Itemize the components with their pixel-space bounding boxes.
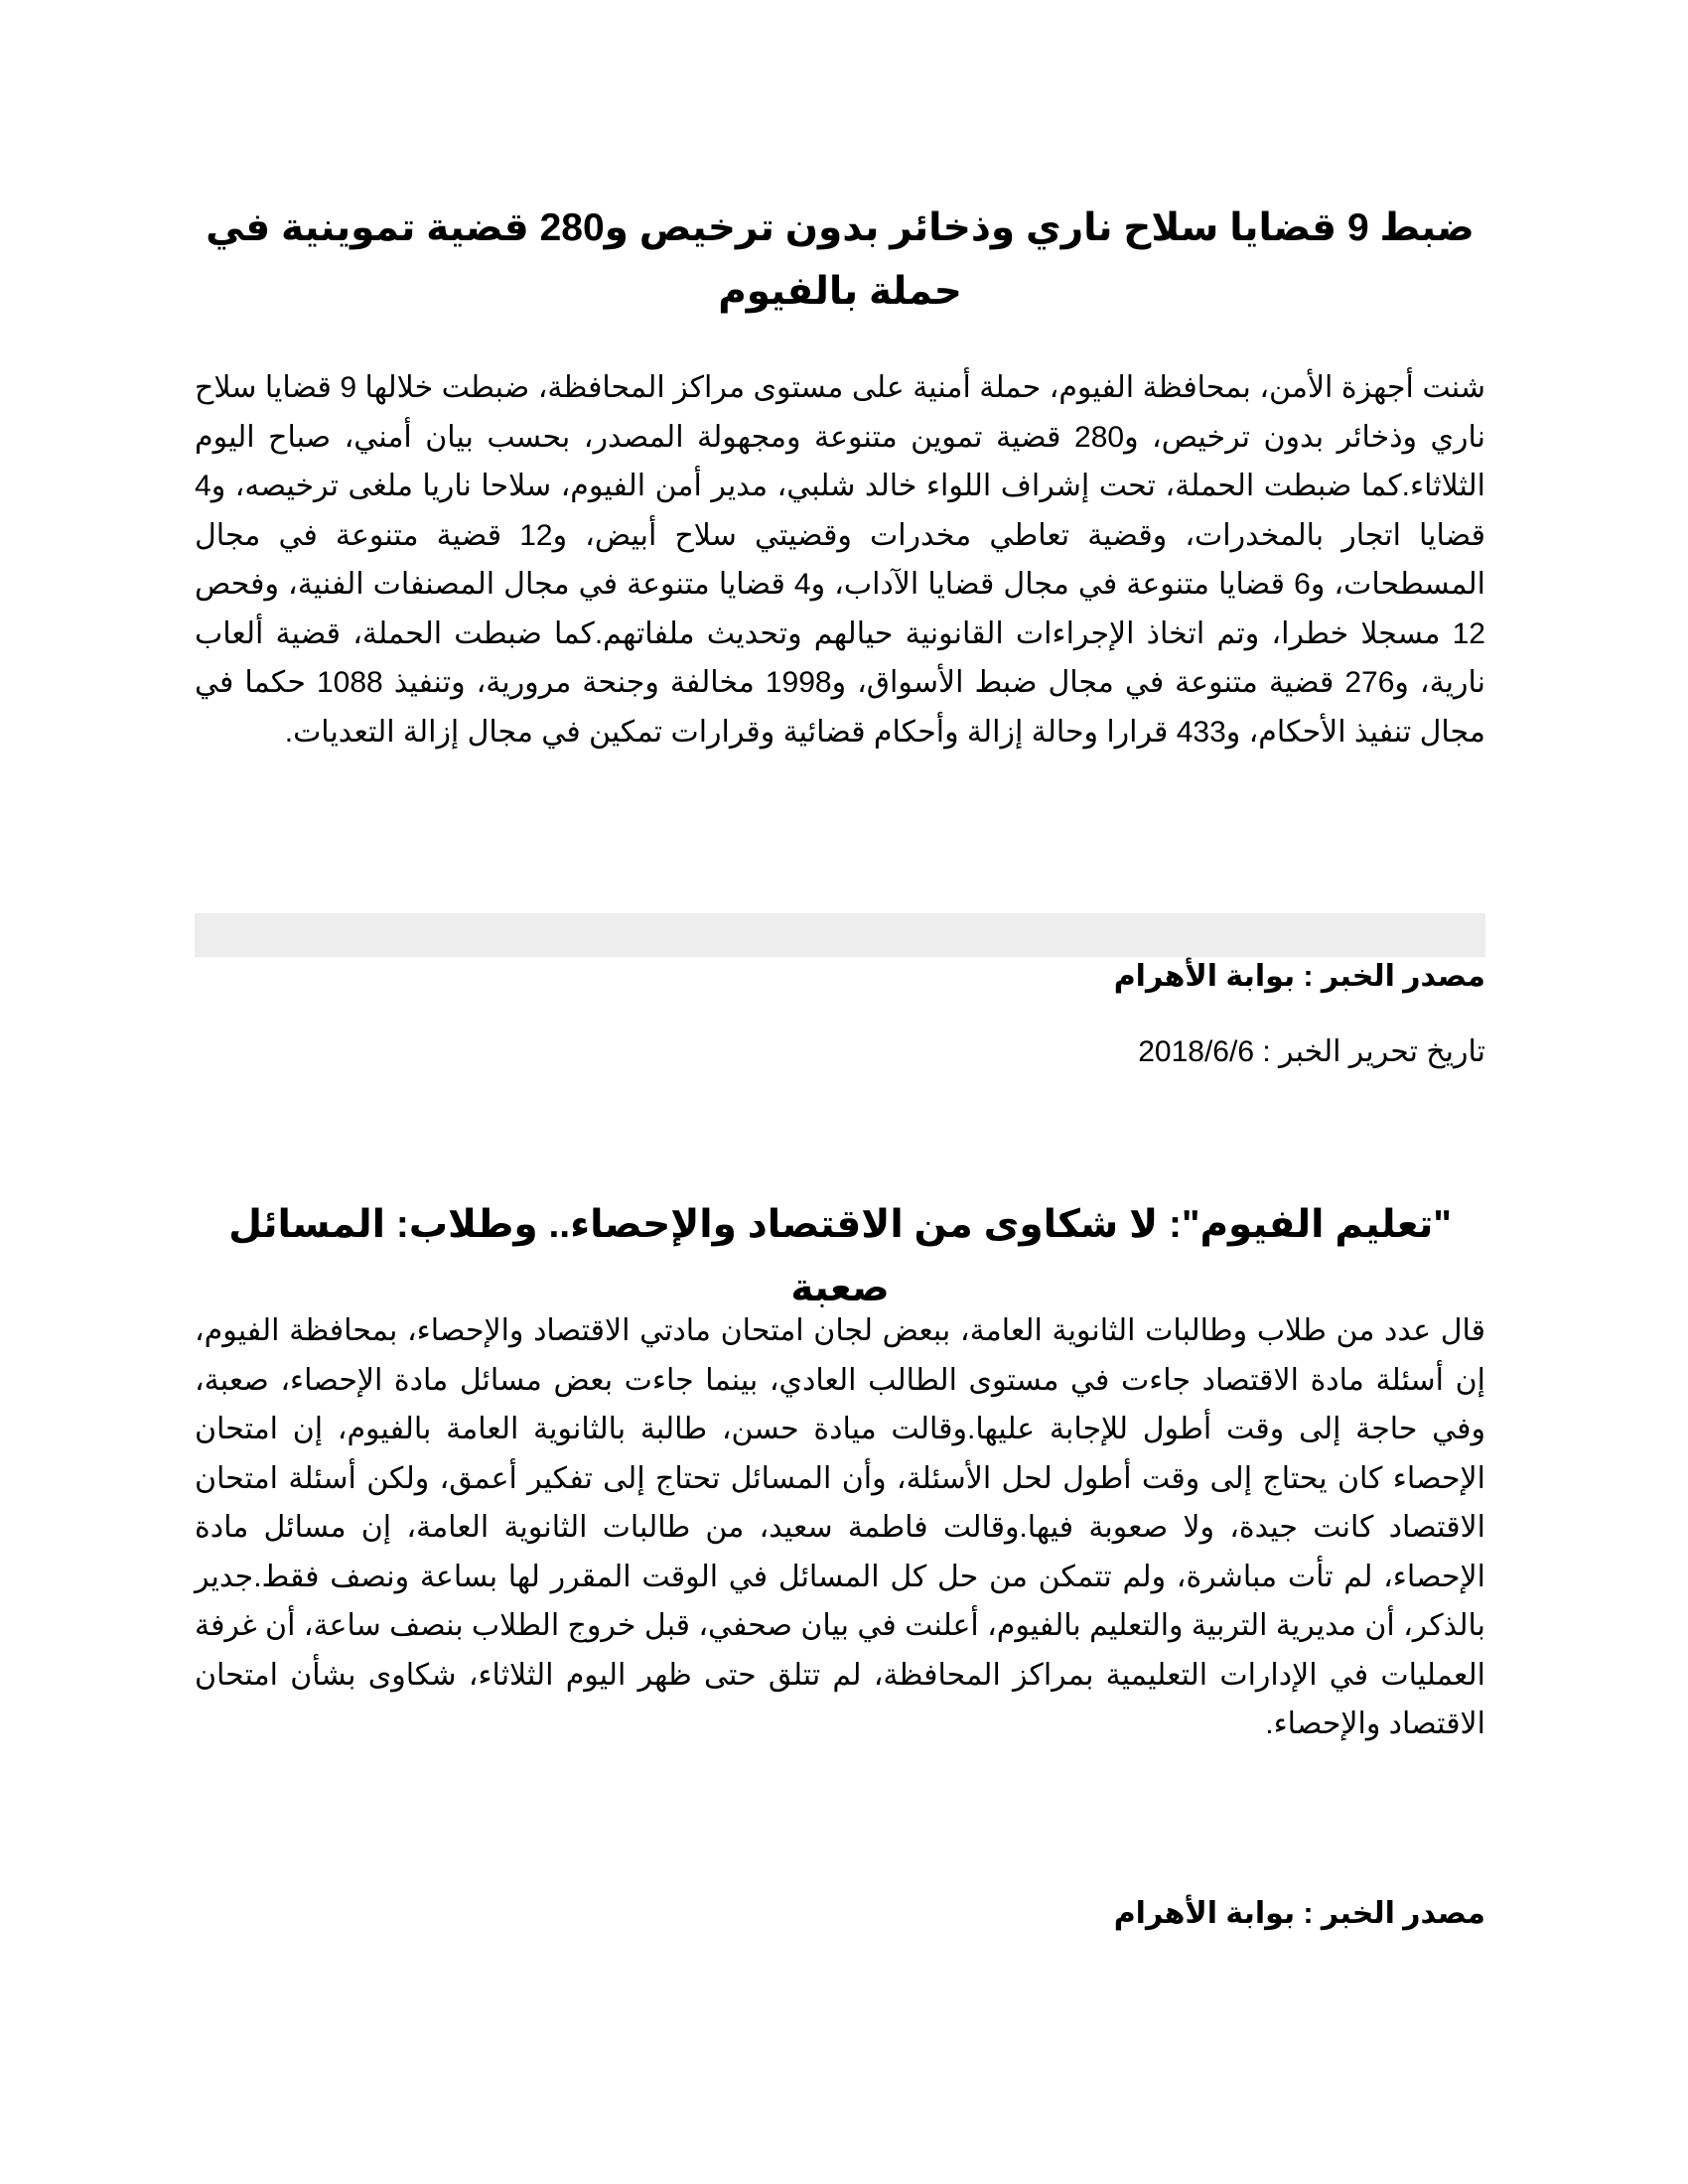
article-2-source: مصدر الخبر : بوابة الأهرام	[1113, 1897, 1485, 1930]
article-2-source-block	[195, 1894, 1485, 1934]
article-1-source-block	[195, 957, 1485, 997]
article-1-body-block	[195, 363, 1485, 756]
article-2-body-block	[195, 1306, 1485, 1749]
article-2-title: "تعليم الفيوم": لا شكاوى من الاقتصاد والإحصاء.. وطلاب: المسائل صعبة	[228, 1203, 1452, 1309]
article-1-title-block	[195, 197, 1485, 324]
article-1-source: مصدر الخبر : بوابة الأهرام	[1113, 960, 1485, 993]
article-1-date: تاريخ تحرير الخبر : 2018/6/6	[1138, 1035, 1485, 1068]
article-1-title: ضبط 9 قضايا سلاح ناري وذخائر بدون ترخيص و280 قضية تموينية في حملة بالفيوم	[206, 206, 1475, 313]
article-1-date-block	[195, 1032, 1485, 1072]
highlight-band	[195, 913, 1485, 957]
article-2-title-block	[195, 1193, 1485, 1320]
article-1-body: شنت أجهزة الأمن، بمحافظة الفيوم، حملة أمنية على مستوى مراكز المحافظة، ضبطت خلالها 9 قضايا سلاح ناري وذخائر بدون ترخيص، و280 قضية تموين متنوعة ومجهولة المصدر، بحسب بيان أمني، صباح اليوم الثلاثاء.كما ضبطت الحملة، تحت إشراف اللواء خالد شلبي، مدير أمن الفيوم، سلاحا ناريا ملغى ترخيصه، و4 قضايا اتجار بالمخدرات، وقضية تعاطي مخدرات وقضيتي سلاح أبيض، و12 قضية متنوعة في مجال المسطحات، و6 قضايا متنوعة في مجال قضايا الآداب، و4 قضايا متنوعة في مجال المصنفات الفنية، وفحص 12 مسجلا خطرا، وتم اتخاذ الإجراءات القانونية حيالهم وتحديث ملفاتهم.كما ضبطت الحملة، قضية ألعاب نارية، و276 قضية متنوعة في مجال ضبط الأسواق، و1998 مخالفة وجنحة مرورية، وتنفيذ 1088 حكما في مجال تنفيذ الأحكام، و433 قرارا وحالة إزالة وأحكام قضائية وقرارات تمكين في مجال إزالة التعديات.	[195, 371, 1486, 749]
article-2-body: قال عدد من طلاب وطالبات الثانوية العامة، ببعض لجان امتحان مادتي الاقتصاد والإحصاء، بمحافظة الفيوم، إن أسئلة مادة الاقتصاد جاءت في مستوى الطالب العادي، بينما جاءت بعض مسائل مادة الإحصاء، صعبة، وفي حاجة إلى وقت أطول للإجابة عليها.وقالت ميادة حسن، طالبة بالثانوية العامة بالفيوم، إن امتحان الإحصاء كان يحتاج إلى وقت أطول لحل الأسئلة، وأن المسائل تحتاج إلى تفكير أعمق، ولكن أسئلة امتحان الاقتصاد كانت جيدة، ولا صعوبة فيها.وقالت فاطمة سعيد، من طالبات الثانوية العامة، إن مسائل مادة الإحصاء، لم تأت مباشرة، ولم تتمكن من حل كل المسائل في الوقت المقرر لها بساعة ونصف فقط.جدير بالذكر، أن مديرية التربية والتعليم بالفيوم، أعلنت في بيان صحفي، قبل خروج الطلاب بنصف ساعة، أن غرفة العمليات في الإدارات التعليمية بمراكز المحافظة، لم تتلق حتى ظهر اليوم الثلاثاء، شكاوى بشأن امتحان الاقتصاد والإحصاء.	[195, 1314, 1485, 1740]
